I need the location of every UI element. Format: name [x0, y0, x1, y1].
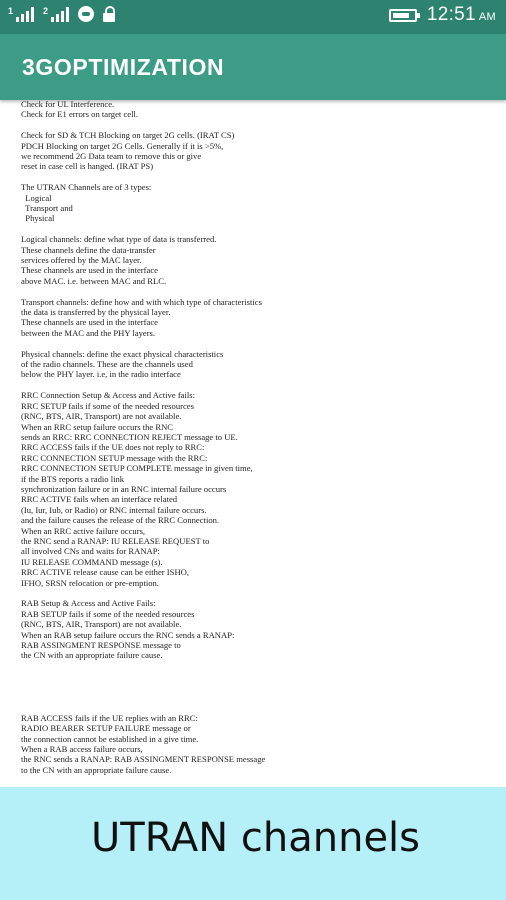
doc-paragraph [21, 297, 491, 339]
doc-line: Physical channels: define the exact physical characteristics [21, 348, 224, 359]
doc-line: RAB ASSINGMENT RESPONSE message to [21, 640, 181, 651]
doc-line: the RNC sends a RANAP: RAB ASSINGMENT RESPONSE message [21, 754, 266, 765]
clock-time: 12:51 [426, 4, 476, 25]
doc-line: sends an RRC: RRC CONNECTION REJECT message to UE. [21, 431, 238, 442]
app-bar [0, 34, 506, 100]
signal-sim2-icon: 2 [43, 6, 69, 22]
doc-line: RRC ACTIVE release cause can be either ISHO, [21, 567, 190, 578]
clock-ampm: AM [478, 11, 496, 23]
doc-paragraph [21, 390, 491, 588]
document-page [21, 99, 491, 786]
status-bar [0, 0, 506, 34]
doc-line: the data is transferred by the physical layer. [21, 307, 171, 318]
doc-line: When a RAB access failure occurs, [21, 744, 143, 755]
doc-paragraph [21, 99, 491, 120]
doc-line: (Iu, Iur, Iub, or Radio) or RNC internal failure occurs. [21, 504, 207, 515]
doc-line: These channels define the data-transfer [21, 244, 156, 255]
doc-line: the RNC send a RANAP: IU RELEASE REQUEST to [21, 535, 210, 546]
doc-line: (RNC, BTS, AIR, Transport) are not available. [21, 619, 182, 630]
doc-line: below the PHY layer. i.e, in the radio interface [21, 369, 181, 380]
doc-line: we recommend 2G Data team to remove this or give [21, 151, 202, 162]
doc-line: IFHO, SRSN relocation or pre-emption. [21, 577, 159, 588]
status-clock [427, 4, 496, 26]
doc-line: reset in case cell is hanged. (IRAT PS) [21, 161, 154, 172]
doc-line: RADIO BEARER SETUP FAILURE message or [21, 723, 191, 734]
doc-line: The UTRAN Channels are of 3 types: [21, 182, 152, 193]
doc-line: (RNC, BTS, AIR, Transport) are not available. [21, 411, 182, 422]
doc-paragraph [21, 713, 491, 775]
status-icons-right [389, 4, 496, 26]
doc-line: RRC ACTIVE fails when an interface related [21, 494, 178, 505]
doc-line: When an RRC setup failure occurs the RNC [21, 421, 174, 432]
doc-line: When an RRC active failure occurs, [21, 525, 146, 536]
doc-line: between the MAC and the PHY layers. [21, 327, 156, 338]
doc-line: and the failure causes the release of the RRC Connection. [21, 515, 220, 526]
battery-icon [389, 9, 417, 22]
app-title: 3GOPTIMIZATION [22, 54, 225, 80]
doc-line: RRC CONNECTION SETUP message with the RRC: [21, 452, 208, 463]
doc-line: RAB Setup & Access and Active Fails: [21, 598, 156, 609]
doc-paragraph [21, 234, 491, 286]
banner-caption: UTRAN channels [91, 815, 421, 861]
doc-line: Physical [21, 213, 55, 224]
doc-line: RAB SETUP fails if some of the needed resources [21, 608, 195, 619]
doc-line: IU RELEASE COMMAND message (s). [21, 556, 163, 567]
doc-line: the connection cannot be established in a give time. [21, 733, 199, 744]
doc-line: of the radio channels. These are the channels used [21, 359, 193, 370]
doc-line: Check for UL Interference. [21, 99, 115, 109]
doc-line: Transport channels: define how and with which type of characteristics [21, 296, 262, 307]
doc-line: Logical [21, 192, 52, 203]
doc-line: RRC SETUP fails if some of the needed resources [21, 400, 194, 411]
doc-line: RRC Connection Setup & Access and Active fails: [21, 390, 196, 401]
signal-sim1-icon: 1 [8, 6, 34, 22]
doc-line: RRC ACCESS fails if the UE does not reply to RRC: [21, 442, 205, 453]
doc-line: if the BTS reports a radio link [21, 473, 125, 484]
doc-line: PDCH Blocking on target 2G Cells. Generally if it is >5%, [21, 140, 224, 151]
doc-line: the CN with an appropriate failure cause. [21, 650, 163, 661]
caption-banner [0, 787, 506, 900]
doc-line: Check for SD & TCH Blocking on target 2G cells. (IRAT CS) [21, 130, 235, 141]
doc-line: all involved CNs and waits for RANAP: [21, 546, 160, 557]
doc-paragraph [21, 598, 491, 660]
doc-paragraph [21, 182, 491, 224]
doc-line: These channels are used in the interface [21, 317, 158, 328]
doc-line: These channels are used in the interface [21, 265, 158, 276]
status-icons-left [8, 6, 115, 22]
doc-line: Transport and [21, 203, 73, 214]
doc-line: services offered by the MAC layer. [21, 255, 142, 266]
doc-line: RAB ACCESS fails if the UE replies with an RRC: [21, 712, 198, 723]
doc-line: synchronization failure or in an RNC internal failure occurs [21, 483, 227, 494]
eye-icon [78, 6, 94, 22]
doc-line: Logical channels: define what type of data is transferred. [21, 234, 217, 245]
doc-line: RRC CONNECTION SETUP COMPLETE message in given time, [21, 463, 253, 474]
doc-paragraph [21, 130, 491, 172]
doc-line: above MAC. i.e. between MAC and RLC. [21, 275, 167, 286]
doc-line: Check for E1 errors on target cell. [21, 109, 139, 120]
doc-paragraph [21, 349, 491, 380]
doc-line: When an RAB setup failure occurs the RNC sends a RANAP: [21, 629, 235, 640]
lock-icon [103, 6, 115, 22]
doc-line: to the CN with an appropriate failure cause. [21, 764, 172, 775]
